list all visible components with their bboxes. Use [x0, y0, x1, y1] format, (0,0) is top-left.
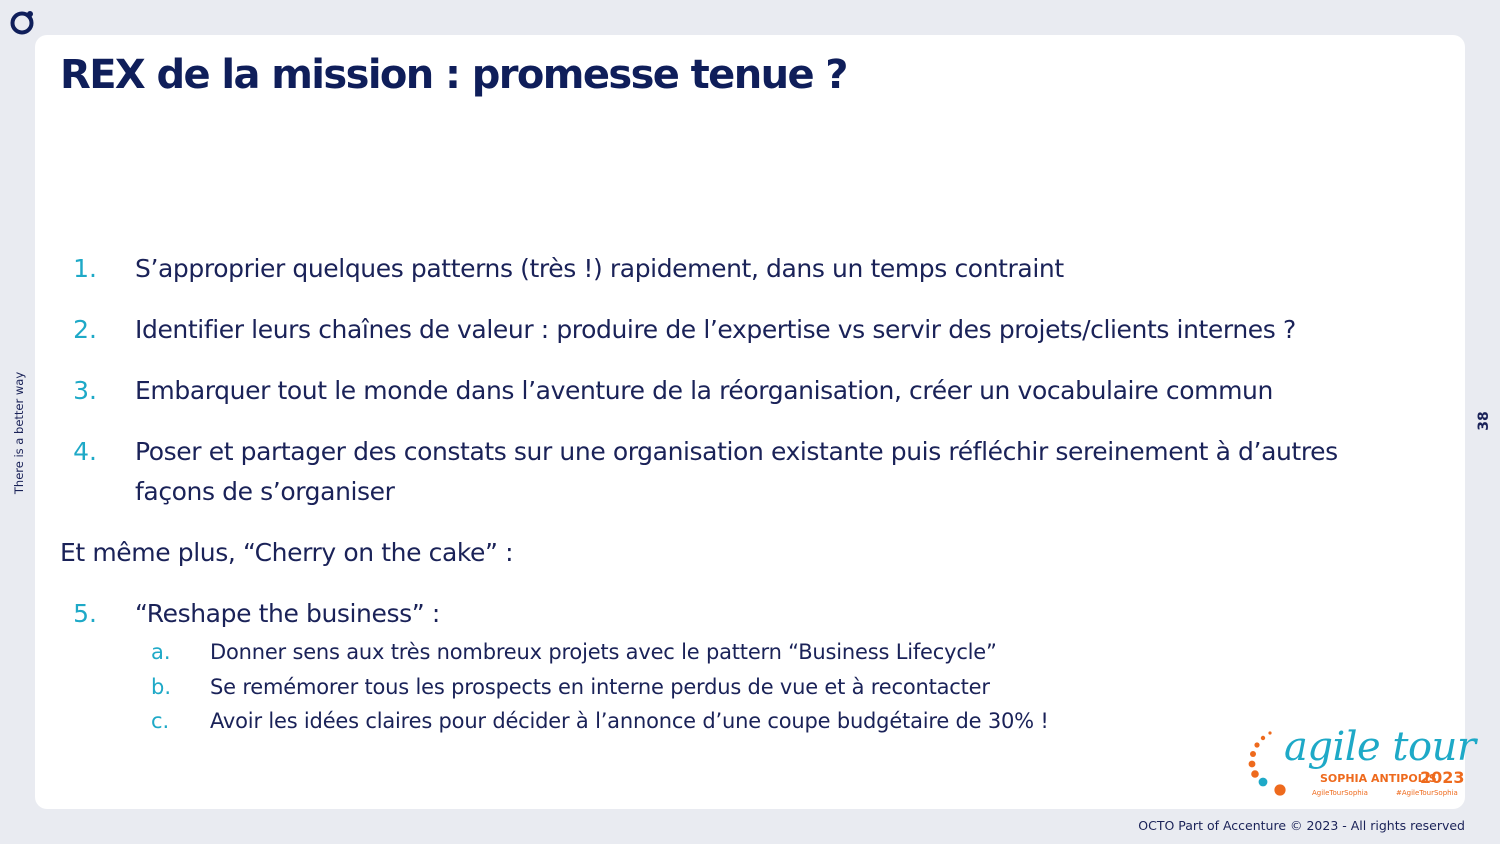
list-item: “Reshape the business” : [135, 599, 440, 628]
list-number: 1. [73, 254, 97, 283]
list-item: Poser et partager des constats sur une organisation existante puis réfléchir sereinement à d’autres façons de s’organiser [135, 437, 1338, 506]
agile-tour-tag-left: AgileTourSophia [1312, 789, 1368, 797]
list-item: S’approprier quelques patterns (très !) rapidement, dans un temps contraint [135, 254, 1064, 283]
bonus-intro: Et même plus, “Cherry on the cake” : [60, 538, 514, 567]
sub-list-item: Donner sens aux très nombreux projets avec le pattern “Business Lifecycle” [210, 640, 997, 664]
slide-title: REX de la mission : promesse tenue ? [60, 52, 847, 98]
list-number: 2. [73, 315, 97, 344]
side-tagline: There is a better way [12, 371, 26, 495]
list-number: 4. [73, 437, 97, 466]
agile-tour-logo [1246, 724, 1476, 802]
copyright-footer: OCTO Part of Accenture © 2023 - All rights reserved [1138, 818, 1465, 833]
list-number: 3. [73, 376, 97, 405]
list-item: Identifier leurs chaînes de valeur : produire de l’expertise vs servir des projets/clients internes ? [135, 315, 1296, 344]
list-number: 5. [73, 599, 97, 628]
agile-tour-tag-right: #AgileTourSophia [1396, 789, 1458, 797]
sub-list-letter: b. [151, 675, 172, 699]
sub-list-letter: c. [151, 709, 170, 733]
agile-tour-city: SOPHIA ANTIPOLIS [1320, 772, 1437, 785]
octo-logo-icon [9, 8, 37, 36]
sub-list-item: Se remémorer tous les prospects en interne perdus de vue et à recontacter [210, 675, 990, 699]
agile-tour-year: 2023 [1420, 768, 1465, 787]
page-number: 38 [1476, 411, 1492, 431]
agile-tour-name: agile tour [1284, 724, 1476, 770]
list-item: Embarquer tout le monde dans l’aventure de la réorganisation, créer un vocabulaire commun [135, 376, 1273, 405]
sub-list-item: Avoir les idées claires pour décider à l’annonce d’une coupe budgétaire de 30% ! [210, 709, 1049, 733]
sub-list-letter: a. [151, 640, 171, 664]
